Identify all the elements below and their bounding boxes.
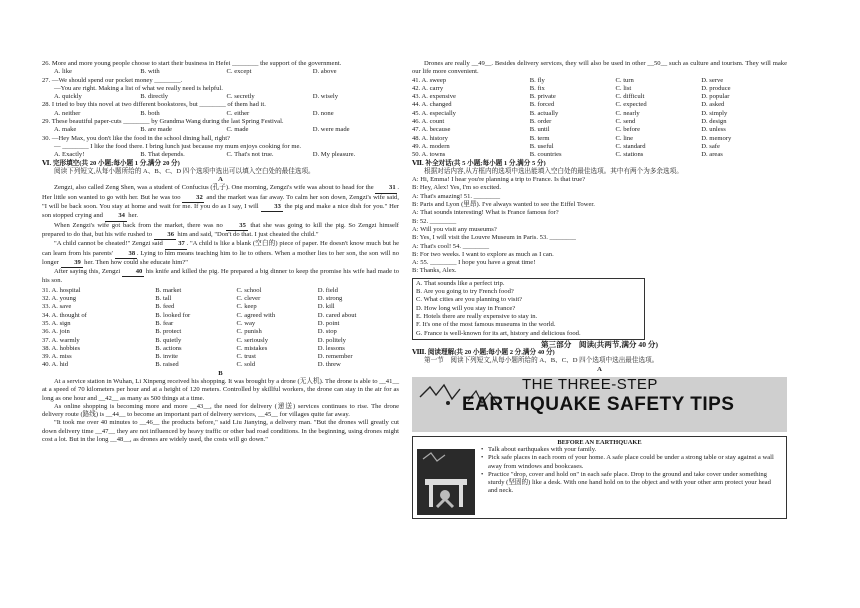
option: A. quickly	[54, 93, 82, 101]
dialogue	[412, 176, 787, 276]
passage-b-para-3: "It took me over 40 minutes to __46__ the products before," said Liu Jianying, a delivery man. "But the drones will greatly cut down delivery time __47__ they are not influenced by heavy traffic or other bad road conditions. In the beginning, using drones might cost a lot. But in the long __48__, as drones are widely used, the costs will go down."	[42, 419, 399, 444]
passage-b-para-1: At a service station in Wuhan, Li Xinpeng received his shopping. It was brought by a drone (无人机). The drone is able to __41__ at a speed of 70 kilometers per hour and at a height of 120 meters. Controlled by skillful workers, the drone can stay in the air for as long as one hour and __42__ as many as 500 things at a time.	[42, 377, 399, 402]
dialogue-line: A: That's amazing! 51. ________	[412, 192, 501, 200]
cloze-row: 41. A. sweep B. fly C. turn D. serve	[412, 76, 724, 84]
cloze-row: 44. A. changed B. forced C. expected D. asked	[412, 101, 725, 109]
cloze-row: 42. A. carry B. fix C. list D. produce	[412, 84, 731, 92]
dialogue-line: B: Yes, I will visit the Louvre Museum in Paris. 53. ________	[412, 234, 576, 242]
section-7-title: Ⅶ. 补全对话(共 5 小题;每小题 1 分,满分 5 分)	[412, 159, 546, 167]
option: D. wisely	[312, 93, 339, 101]
cloze-row: 32. A. young B. tall C. clever D. strong	[42, 295, 343, 303]
option: D. My pleasure.	[312, 151, 356, 159]
question-27: 27. —We should spend our pocket money ________.	[42, 76, 183, 84]
passage-a-para-1: Zengzi, also called Zeng Shen, was a student of Confucius (孔子). One morning, Zengzi's wife was about to head for the 31 . Her little son wanted to go with her. But he was too 32 and the market was far away. To calm her son down, Zengzi's wife said, "I will be back soon. You stay at home and wait for me. If you do as I say, I will 33 the pig and make a nice dish for you." Her son stopped crying and 34 her.	[42, 184, 399, 221]
option: B. That depends.	[140, 151, 185, 159]
option: C. either	[226, 109, 250, 117]
choice-item: B. Are you going to try French food?	[416, 288, 514, 296]
dialogue-line: B: Thanks, Alex.	[412, 267, 457, 275]
left-column	[42, 60, 399, 444]
options-30	[54, 151, 399, 159]
choice-item: A. That sounds like a perfect trip.	[416, 279, 505, 287]
option: C. made	[226, 126, 249, 134]
passage-a-label: A	[218, 176, 223, 184]
options-26	[54, 68, 399, 76]
section-7-instruction: 根据对话内容,从方框内的选项中选出能填入空白处的最佳选项。其中有两个为多余选项。	[424, 167, 683, 175]
passage-a-para-4: After saying this, Zengzi 40 his knife and killed the pig. He prepared a big dinner to keep the promise his wife had made to his son.	[42, 268, 399, 285]
choice-item: E. Hotels there are really expensive to stay in.	[416, 312, 538, 320]
tips-box	[412, 436, 787, 519]
tip-item: • Pick safe places in each room of your home. A safe place could be under a strong table or stay against a wall away from windows and bookcases.	[481, 454, 781, 471]
dialogue-line: B: For two weeks. I want to explore as much as I can.	[412, 250, 554, 258]
banner-line-1: THE THREE-STEP	[522, 376, 658, 393]
banner-line-2: EARTHQUAKE SAFETY TIPS	[462, 393, 735, 415]
option: A. like	[54, 68, 72, 76]
cloze-row: 43. A. expensive B. private C. difficult D. popular	[412, 93, 730, 101]
cloze-row: 37. A. warmly B. quietly C. seriously D. politely	[42, 336, 346, 344]
cloze-row: 38. A. hobbies B. actions C. mistakes D. lessons	[42, 344, 345, 352]
right-column	[412, 60, 787, 519]
earthquake-banner	[412, 377, 787, 432]
dialogue-line: A: 55. ________ I hope you have a great time!	[412, 259, 536, 267]
option: D. none	[312, 109, 334, 117]
cloze-row: 31. A. hospital B. market C. school D. field	[42, 286, 338, 294]
choice-item: D. How long will you stay in France?	[416, 304, 516, 312]
question-30-reply: — ________ I like the food there. I bring lunch just because my mum enjoys cooking for me.	[54, 142, 302, 150]
tip-item: • Talk about earthquakes with your family.	[481, 446, 781, 454]
dialogue-line: B: 52. ________	[412, 217, 457, 225]
dialogue-line: A: That sounds interesting! What is France famous for?	[412, 209, 559, 217]
choice-item: G. France is well-known for its art, history and delicious food.	[416, 329, 581, 337]
options-27	[54, 93, 399, 101]
question-30: 30. —Hey Max, you don't like the food in the school dining hall, right?	[42, 134, 230, 142]
choice-item: C. What cities are you planning to visit?	[416, 296, 523, 304]
passage-a-para-3: "A child cannot be cheated!" Zengzi said 37 . "A child is like a blank (空白的) piece of paper. He doesn't know much but he can learn from his parents' 38 . Lying to him means teaching him to lie to others. When a mother lies to her son, the son will no longer 39 her. Then how could she educate him?"	[42, 240, 399, 268]
cloze-a-options	[42, 287, 399, 370]
earthquake-illustration-icon	[417, 449, 475, 515]
cloze-row: 40. A. hid B. raised C. sold D. threw	[42, 361, 341, 369]
cloze-row: 36. A. join B. protect C. punish D. stop	[42, 328, 337, 336]
cloze-row: 47. A. because B. until C. before D. unless	[412, 126, 726, 134]
question-27-reply: —You are right. Making a list of what we really need is helpful.	[54, 84, 223, 92]
section-6-instruction: 阅读下列短文,从每小题所给的 A、B、C、D 四个选项中选出可以填入空白处的最佳选项。	[54, 167, 315, 175]
options-28	[54, 110, 399, 118]
option: A. neither	[54, 109, 81, 117]
dialogue-line: A: That's cool! 54. ________	[412, 242, 490, 250]
passage-b-label: B	[218, 369, 223, 377]
passage-a-para-2: When Zengzi's wife got back from the market, there was no 35 that she was going to kill the pig. So Zengzi himself prepared to do that, but his wife rushed to 36 him and said, "Don't do that. I just cheated the child."	[42, 222, 399, 241]
option: C. secretly	[226, 93, 255, 101]
section-8-instruction: 第一节 阅读下列短文,从每小题所给的 A、B、C、D 四个选项中选出最佳选项。	[424, 357, 659, 365]
question-28: 28. I tried to buy this novel at two different bookstores, but ________ of them had it.	[42, 101, 266, 109]
tip-item: • Practice "drop, cover and hold on" in each safe place. Drop to the ground and take cover under something sturdy (坚固的) like a desk. With one hand hold on to the object and with your other arm protect your head and neck.	[481, 471, 781, 496]
dialogue-line: B: Hey, Alex! Yes, I'm so excited.	[412, 184, 502, 192]
option: B. with	[140, 68, 160, 76]
cloze-b-options	[412, 77, 787, 160]
dialogue-line: B: Paris and Lyon (里昂). I've always wanted to see the Eiffel Tower.	[412, 201, 595, 209]
option: B. both	[140, 109, 160, 117]
option: D. above	[312, 68, 337, 76]
question-29: 29. These beautiful paper-cuts ________ by Grandma Wang during the last Spring Festival.	[42, 118, 284, 126]
option: C. except	[226, 68, 252, 76]
question-26: 26. More and more young people choose to start their business in Hefei ________ the support of the government.	[42, 60, 342, 67]
option: D. were made	[312, 126, 350, 134]
dialogue-line: A: Hi, Emma! I hear you're planning a trip to France. Is that true?	[412, 176, 586, 184]
options-29	[54, 126, 399, 134]
cloze-row: 46. A. count B. order C. send D. design	[412, 118, 727, 126]
cloze-row: 35. A. sign B. fear C. way D. point	[42, 319, 340, 327]
option: A. Exactly!	[54, 151, 85, 159]
section-8-title: Ⅷ. 阅读理解(共 20 小题;每小题 2 分,满分 40 分)	[412, 349, 555, 357]
cloze-row: 48. A. history B. term C. line D. memory	[412, 134, 732, 142]
dialogue-line: A: Will you visit any museums?	[412, 225, 497, 233]
passage-b-para-2: As online shopping is becoming more and more __43__, the need for delivery (递送) services continues to rise. The drone delivery route (路线) is __44__ to become an important part of delivery services, __45__ for villages quite far away.	[42, 402, 399, 419]
passage-b-para-4: Drones are really __49__. Besides delivery services, they will also be used in other __50__ such as culture and tourism. They will make our life more convenient.	[412, 60, 787, 76]
cloze-row: 49. A. modern B. useful C. standard D. safe	[412, 142, 720, 150]
part-3-title: 第三部分 阅读(共两节,满分 40 分)	[540, 339, 659, 349]
cloze-row: 50. A. towns B. countries C. stations D. areas	[412, 151, 723, 159]
option: C. That's not true.	[226, 151, 274, 159]
tips-list	[481, 446, 787, 496]
choice-item: F. It's one of the most famous museums in the world.	[416, 321, 556, 329]
cloze-row: 39. A. miss B. invite C. trust D. remember	[42, 353, 353, 361]
cloze-row: 45. A. especially B. actually C. nearly D. simply	[412, 109, 728, 117]
option: B. directly	[140, 93, 169, 101]
section-6-title: Ⅵ. 完形填空(共 20 小题;每小题 1 分,满分 20 分)	[42, 159, 180, 167]
choices-box	[412, 278, 645, 340]
reading-a-label: A	[597, 365, 602, 373]
cloze-row: 34. A. thought of B. looked for C. agreed with D. cared about	[42, 311, 357, 319]
tips-header: BEFORE AN EARTHQUAKE	[557, 438, 642, 446]
option: A. make	[54, 126, 77, 134]
option: B. are made	[140, 126, 172, 134]
cloze-row: 33. A. save B. feed C. keep D. kill	[42, 303, 335, 311]
